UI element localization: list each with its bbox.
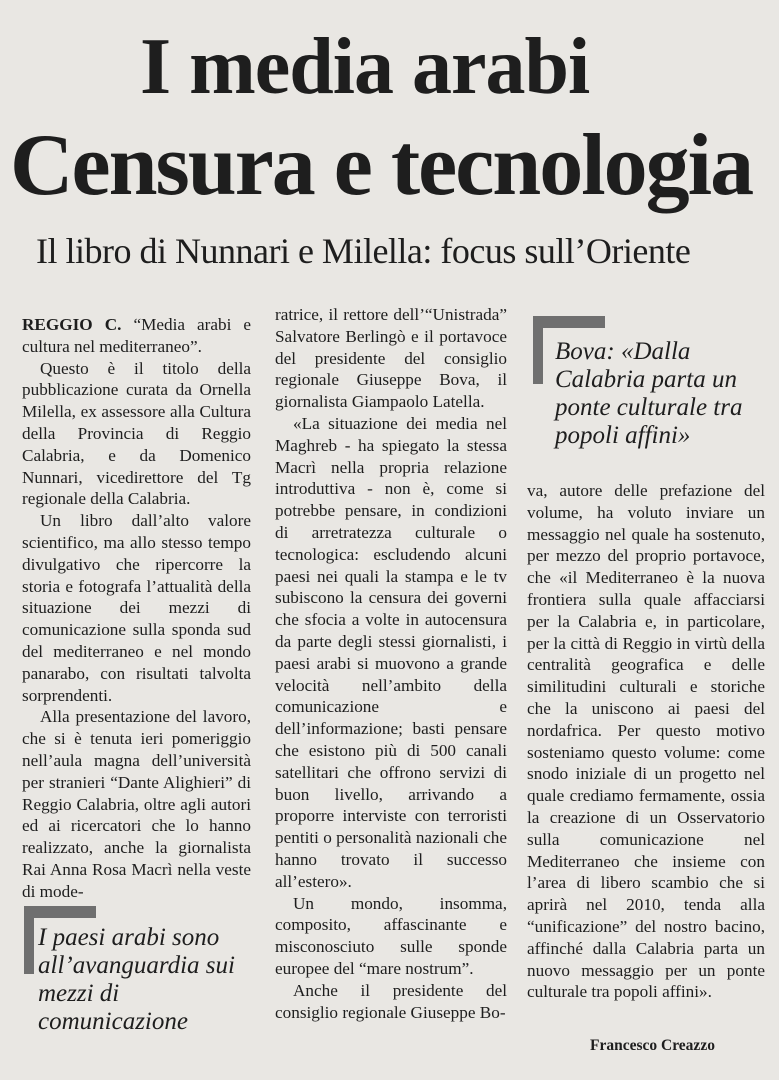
article-column-3	[527, 480, 765, 1003]
paragraph-1	[22, 314, 251, 358]
headline-line-2: Censura e tecnologia	[10, 117, 753, 214]
opening-quote-text: “Media arabi e cultura nel mediterraneo”.	[22, 315, 251, 356]
pullquote-left	[24, 906, 254, 1036]
paragraph-7: Un mondo, insomma, composito, affascinante e misconosciuto sulle sponde europee del “mare nostrum”.	[275, 893, 507, 978]
headline-line-1: I media arabi	[140, 23, 590, 111]
paragraph-3: Un libro dall’alto valore scientifico, ma allo stesso tempo divulgativo che ripercorre la storia e fotografa l’attualità della situazione dei mezzi di comunicazione sulla sponda sud del mediterraneo e nel mondo panarabo, con risultati talvolta sorprendenti.	[22, 511, 251, 705]
article-column-2	[275, 304, 507, 1023]
pullquote-right	[533, 316, 773, 450]
article-column-1	[22, 314, 251, 903]
pullquote-left-text: I paesi arabi sono all’avanguardia sui mezzi di comunicazione	[38, 924, 235, 1035]
paragraph-6: «La situazione dei media nel Maghreb - ha spiegato la stessa Macrì nella propria relazione introduttiva - non è, come si potrebbe pensare, in condizioni di arretratezza culturale o tecnologica: escludendo alcuni paesi nei quali la stampa e le tv subiscono la censura dei governi che sfocia a volte in autocensura da parte degli stessi giornalisti, i paesi arabi si muovono a grande velocità nell’ambito della comunicazione e dell’informazione; basti pensare che esistono più di 500 canali satellitari che offrono servizi di buon livello, arrivando a proporre interviste con terroristi pentiti o personalità nazionali che hanno trovato il successo all’estero».	[275, 413, 507, 891]
pullquote-right-text: Bova: «Dalla Calabria parta un ponte culturale tra popoli affini»	[555, 338, 743, 449]
paragraph-5: ratrice, il rettore dell’“Unistrada” Salvatore Berlingò e il portavoce del presidente del consiglio regionale Giuseppe Bova, il giornalista Giampaolo Latella.	[275, 305, 507, 412]
paragraph-2: Questo è il titolo della pubblicazione curata da Ornella Milella, ex assessore alla Cultura della Provincia di Reggio Calabria, e da Domenico Nunnari, vicedirettore del Tg regionale della Calabria.	[22, 358, 251, 509]
article-subtitle: Il libro di Nunnari e Milella: focus sull’Oriente	[36, 231, 691, 271]
paragraph-4: Alla presentazione del lavoro, che si è tenuta ieri pomeriggio nell’aula magna dell’università per stranieri “Dante Alighieri” di Reggio Calabria, oltre agli autori ed ai ricercatori che lo hanno realizzato, anche la giornalista Rai Anna Rosa Macrì nella veste di mode-	[22, 707, 251, 901]
paragraph-9: va, autore delle prefazione del volume, ha voluto inviare un messaggio nel quale ha sostenuto, per mezzo del proprio portavoce, che «il Mediterraneo è la nuova frontiera sulla quale affacciarsi per la Calabria e, in particolare, per la città di Reggio in virtù della centralità geografica e delle similitudini culturali e storiche che la uniscono ai paesi del nordafrica. Per questo motivo sosteniamo questo volume: come snodo iniziale di un progetto nel quale crediamo fermamente, ossia la creazione di un Osservatorio sulla comunicazione nel Mediterraneo che insieme con l’area di libero scambio che si aprirà nel 2010, tenda alla “unificazione” del nostro bacino, affinché dalla Calabria parta un nuovo messaggio per un ponte culturale tra popoli affini».	[527, 481, 765, 1002]
dateline: REGGIO C.	[22, 315, 122, 334]
author-byline: Francesco Creazzo	[590, 1037, 715, 1054]
paragraph-8: Anche il presidente del consiglio regionale Giuseppe Bo-	[275, 980, 507, 1022]
